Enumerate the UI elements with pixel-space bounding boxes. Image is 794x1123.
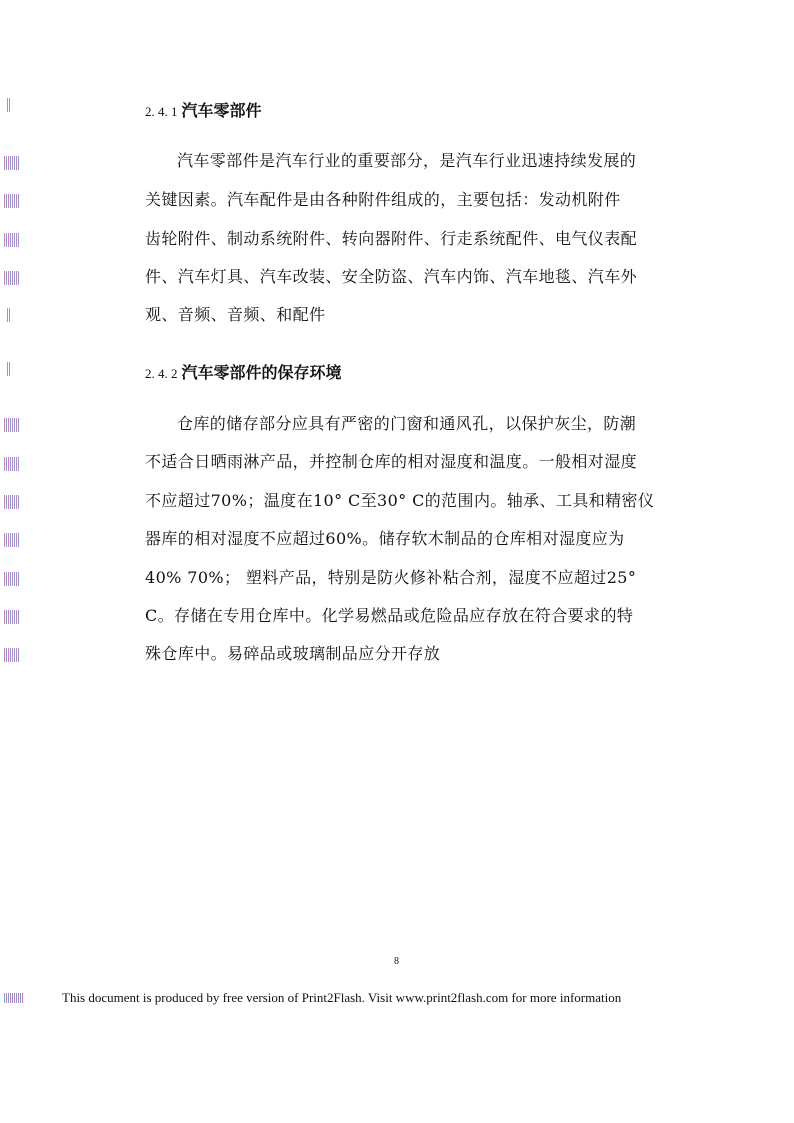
margin-marker (4, 610, 20, 624)
footer-notice: This document is produced by free version of Print2Flash. Visit www.print2flash.com for more information (62, 990, 622, 1005)
page-number: 8 (394, 956, 399, 967)
paragraph-line: 不应超过70%；温度在10° C至30° C的范围内。轴承、工具和精密仪 (145, 491, 655, 510)
margin-marker (4, 648, 20, 662)
paragraph-line: 齿轮附件、制动系统附件、转向器附件、行走系统配件、电气仪表配 (145, 229, 638, 248)
margin-marker (7, 98, 11, 112)
section-heading-2 (145, 360, 342, 383)
margin-marker (4, 533, 20, 547)
paragraph-line: 器库的相对湿度不应超过60%。储存软木制品的仓库相对湿度应为 (145, 529, 625, 548)
paragraph-line: 仓库的储存部分应具有严密的门窗和通风孔，以保护灰尘，防潮 (177, 414, 637, 433)
section-title: 汽车零部件 (181, 101, 262, 120)
margin-marker (7, 308, 11, 322)
margin-marker (4, 457, 20, 471)
section-title: 汽车零部件的保存环境 (181, 363, 342, 382)
paragraph-line: 殊仓库中。易碎品或玻璃制品应分开存放 (145, 644, 441, 663)
margin-marker (4, 418, 20, 432)
paragraph-line: 不适合日晒雨淋产品，并控制仓库的相对湿度和温度。一般相对湿度 (145, 452, 638, 471)
margin-marker (4, 156, 20, 170)
section-number: 2. 4. 2 (145, 366, 178, 381)
margin-marker (4, 572, 20, 586)
paragraph-line: 40% 70%； 塑料产品，特别是防火修补粘合剂，湿度不应超过25° (145, 568, 637, 587)
paragraph-line: 关键因素。汽车配件是由各种附件组成的，主要包括：发动机附件 (145, 190, 621, 209)
footer-marker (4, 993, 24, 1003)
paragraph-line: 观、音频、音频、和配件 (145, 305, 326, 324)
margin-marker (4, 233, 20, 247)
margin-marker (4, 495, 20, 509)
section-heading-1 (145, 98, 262, 121)
section-number: 2. 4. 1 (145, 104, 178, 119)
margin-marker (4, 271, 20, 285)
margin-marker (7, 362, 11, 376)
paragraph-line: C。存储在专用仓库中。化学易燃品或危险品应存放在符合要求的特 (145, 606, 634, 625)
margin-marker (4, 194, 20, 208)
paragraph-line: 汽车零部件是汽车行业的重要部分，是汽车行业迅速持续发展的 (177, 151, 637, 170)
paragraph-line: 件、汽车灯具、汽车改装、安全防盗、汽车内饰、汽车地毯、汽车外 (145, 267, 638, 286)
